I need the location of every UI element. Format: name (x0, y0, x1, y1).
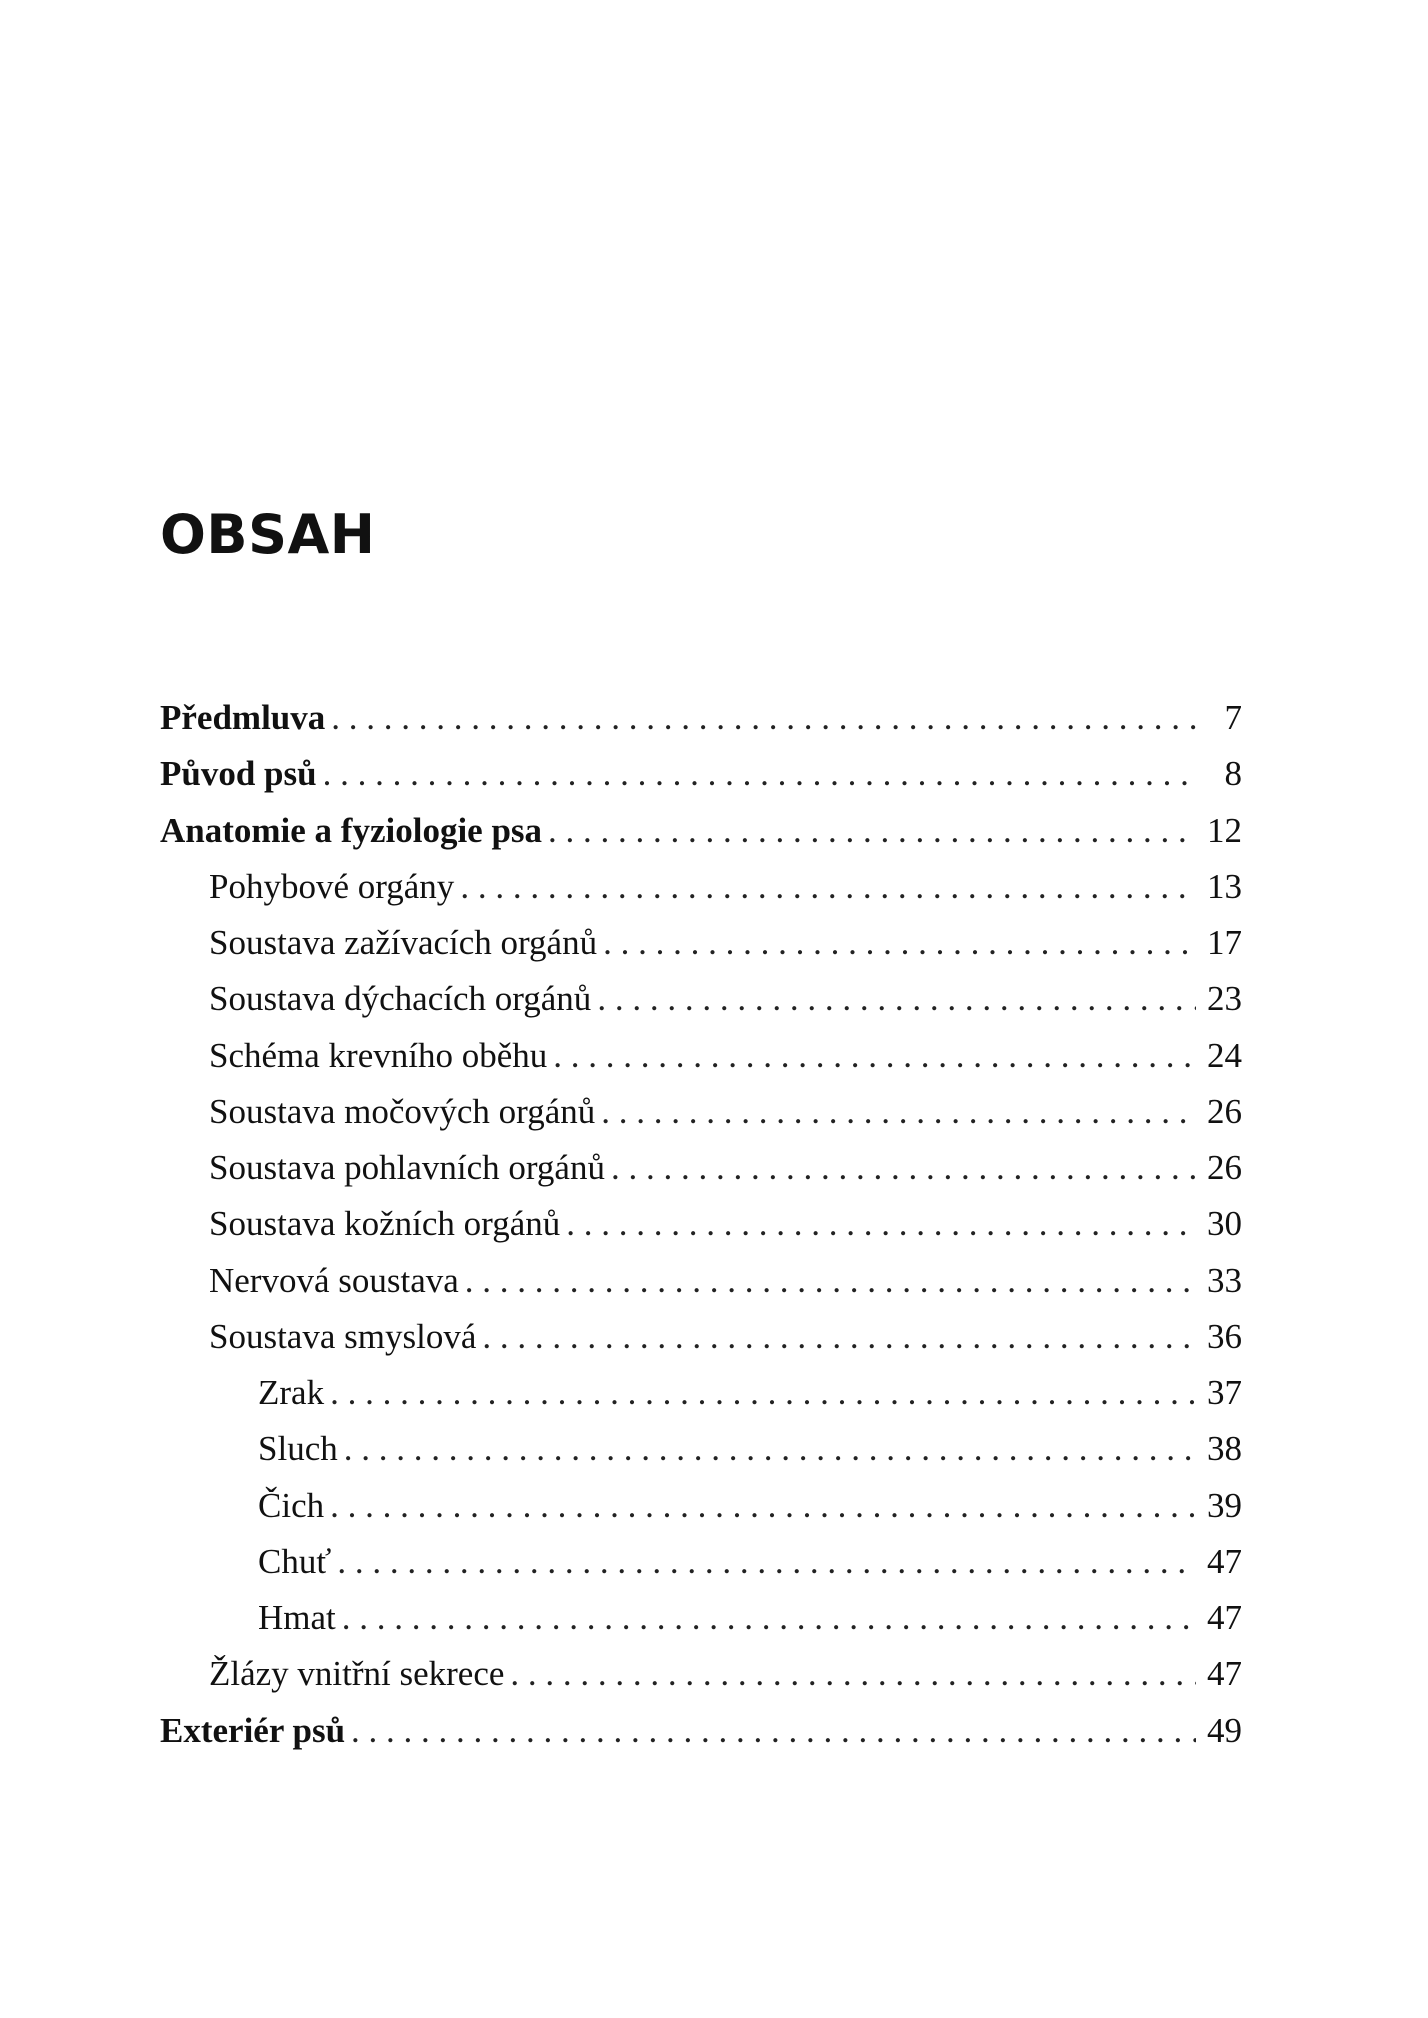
toc-entry[interactable] (160, 971, 1242, 1027)
toc-page-number: 24 (1207, 1035, 1242, 1075)
toc-dot-leader (510, 1646, 1196, 1702)
toc-page-number: 39 (1207, 1485, 1242, 1525)
toc-entry[interactable] (160, 1703, 1242, 1759)
toc-entry-label: Soustava močových orgánů (209, 1091, 596, 1131)
toc-entry[interactable] (160, 1140, 1242, 1196)
toc-entry-label: Exteriér psů (160, 1710, 346, 1750)
toc-entry[interactable] (160, 1365, 1242, 1421)
toc-dot-leader (342, 1590, 1196, 1646)
page-title: OBSAH (160, 503, 376, 566)
toc-page-number: 49 (1207, 1710, 1242, 1750)
toc-dot-leader (323, 746, 1196, 802)
toc-dot-leader (601, 1084, 1196, 1140)
toc-entry[interactable] (160, 1646, 1242, 1702)
toc-entry-label: Předmluva (160, 698, 326, 737)
toc-entry-label: Soustava zažívacích orgánů (209, 923, 598, 962)
toc-page-number: 17 (1207, 923, 1242, 962)
toc-entry[interactable] (160, 1309, 1242, 1365)
toc-page-number: 8 (1224, 754, 1242, 794)
toc-dot-leader (597, 971, 1196, 1027)
toc-dot-leader (566, 1196, 1196, 1252)
toc-entry[interactable] (160, 1196, 1242, 1252)
toc-page-number: 37 (1207, 1373, 1242, 1412)
toc-entry-label: Schéma krevního oběhu (209, 1035, 548, 1075)
toc-page-number: 7 (1224, 698, 1242, 737)
toc-dot-leader (331, 690, 1196, 746)
toc-entry-label: Pohybové orgány (209, 866, 455, 906)
toc-dot-leader (344, 1421, 1196, 1477)
toc-entry-label: Čich (258, 1485, 325, 1525)
toc-entry-label: Soustava pohlavních orgánů (209, 1148, 605, 1187)
toc-page-number: 26 (1207, 1148, 1242, 1187)
toc-entry-label: Anatomie a fyziologie psa (160, 810, 543, 850)
toc-page-number: 47 (1207, 1654, 1242, 1694)
toc-dot-leader (465, 1253, 1196, 1309)
toc-entry-label: Soustava dýchacích orgánů (209, 979, 592, 1019)
toc-entry[interactable] (160, 803, 1242, 859)
toc-entry[interactable] (160, 1478, 1242, 1534)
toc-page-number: 26 (1207, 1091, 1242, 1131)
toc-dot-leader (548, 803, 1196, 859)
toc-page-number: 12 (1207, 810, 1242, 850)
toc-entry[interactable] (160, 1084, 1242, 1140)
toc-dot-leader (611, 1140, 1196, 1196)
toc-entry[interactable] (160, 746, 1242, 802)
toc-entry-label: Soustava smyslová (209, 1316, 477, 1356)
toc-dot-leader (330, 1478, 1196, 1534)
toc-page-number: 33 (1207, 1260, 1242, 1300)
table-of-contents (160, 690, 1242, 1759)
toc-entry[interactable] (160, 1590, 1242, 1646)
toc-entry[interactable] (160, 1028, 1242, 1084)
toc-entry[interactable] (160, 1421, 1242, 1477)
toc-page-number: 23 (1207, 979, 1242, 1019)
toc-entry-label: Žlázy vnitřní sekrece (209, 1654, 505, 1694)
toc-entry[interactable] (160, 690, 1242, 746)
toc-page-number: 47 (1207, 1598, 1242, 1637)
toc-dot-leader (337, 1534, 1196, 1590)
toc-dot-leader (603, 915, 1196, 971)
toc-entry-label: Nervová soustava (209, 1260, 459, 1300)
toc-dot-leader (330, 1365, 1196, 1421)
toc-page-number: 13 (1207, 866, 1242, 906)
toc-entry-label: Hmat (258, 1598, 336, 1637)
toc-entry-label: Chuť (258, 1541, 332, 1581)
toc-dot-leader (482, 1309, 1196, 1365)
toc-page-number: 30 (1207, 1204, 1242, 1244)
toc-entry[interactable] (160, 1253, 1242, 1309)
toc-page-number: 47 (1207, 1541, 1242, 1581)
toc-entry[interactable] (160, 1534, 1242, 1590)
toc-entry[interactable] (160, 915, 1242, 971)
toc-dot-leader (553, 1028, 1196, 1084)
toc-page-number: 36 (1207, 1316, 1242, 1356)
toc-dot-leader (351, 1703, 1196, 1759)
toc-entry[interactable] (160, 859, 1242, 915)
toc-dot-leader (460, 859, 1196, 915)
toc-entry-label: Zrak (258, 1373, 325, 1412)
toc-page-number: 38 (1207, 1429, 1242, 1469)
toc-entry-label: Sluch (258, 1429, 338, 1469)
toc-entry-label: Soustava kožních orgánů (209, 1204, 561, 1244)
toc-entry-label: Původ psů (160, 754, 317, 794)
